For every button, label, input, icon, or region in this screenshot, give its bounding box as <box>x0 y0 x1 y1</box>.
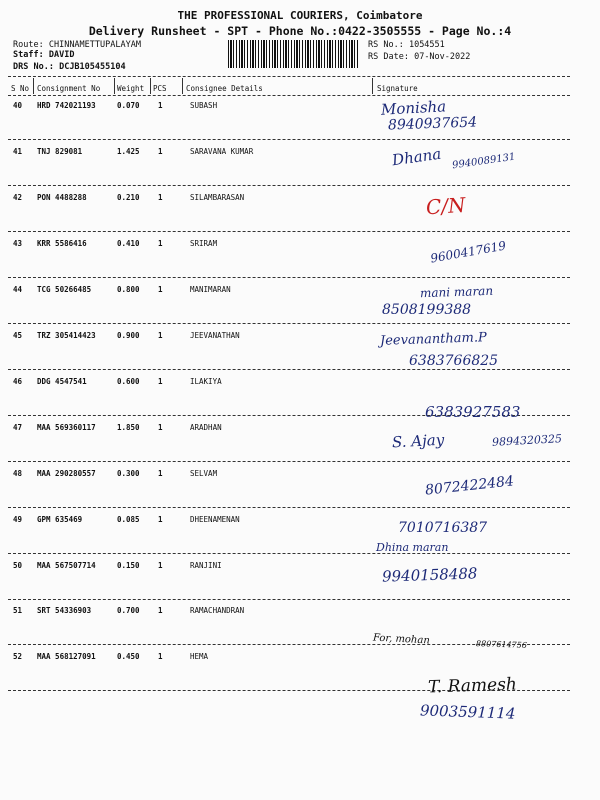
row-pcs: 1 <box>158 285 163 294</box>
column-separator <box>372 78 373 94</box>
row-pcs: 1 <box>158 331 163 340</box>
signature-name: mani maran <box>419 283 494 301</box>
row-pcs: 1 <box>158 606 163 615</box>
signature-phone: 8807614756 <box>475 639 528 650</box>
row-weight: 1.425 <box>117 147 140 156</box>
signature-mark: C/N <box>425 192 467 220</box>
row-consignment: MAA 290280557 <box>37 469 96 478</box>
row-sno: 43 <box>13 239 23 248</box>
signature-name: Jeevanantham.P <box>379 330 487 349</box>
signature-name: Dhana <box>390 144 443 170</box>
row-consignment: MAA 568127091 <box>37 652 96 661</box>
staff-value: DAVID <box>48 50 75 60</box>
row-weight: 0.800 <box>117 285 140 294</box>
row-consignment: MAA 569360117 <box>37 423 96 432</box>
route-value: CHINNAMETTUPALAYAM <box>48 40 141 50</box>
column-header-sno: S No <box>11 84 30 93</box>
row-consignment: PON 4488288 <box>37 193 87 202</box>
row-consignee: SELVAM <box>190 469 218 478</box>
row-sno: 51 <box>13 606 23 615</box>
row-pcs: 1 <box>158 193 163 202</box>
header-bottom-rule <box>8 95 570 96</box>
row-weight: 0.300 <box>117 469 140 478</box>
row-consignment: KRR 5586416 <box>37 239 87 248</box>
column-header-weight: Weight <box>117 84 145 93</box>
row-consignee: JEEVANATHAN <box>190 331 240 340</box>
signature-phone: 9600417619 <box>429 238 507 266</box>
row-consignee: ARADHAN <box>190 423 222 432</box>
row-sno: 52 <box>13 652 23 661</box>
column-header-consignment: Consignment No <box>37 84 101 93</box>
row-separator <box>8 277 570 278</box>
signature-name: S. Ajay <box>391 430 445 452</box>
row-consignee: DHEENAMENAN <box>190 515 240 524</box>
signature-phone: 9940089131 <box>451 151 517 172</box>
row-pcs: 1 <box>158 101 163 110</box>
row-sno: 44 <box>13 285 23 294</box>
row-pcs: 1 <box>158 561 163 570</box>
row-separator <box>8 599 570 600</box>
row-sno: 40 <box>13 101 23 110</box>
column-header-pcs: PCS <box>153 84 167 93</box>
rs-date-field <box>368 52 470 62</box>
staff-field <box>13 50 74 60</box>
signature-phone: 6383766825 <box>409 353 499 369</box>
row-consignee: SILAMBARASAN <box>190 193 245 202</box>
drs-value: DCJB105455104 <box>59 62 126 72</box>
column-separator <box>33 78 34 94</box>
row-consignment: DDG 4547541 <box>37 377 87 386</box>
row-weight: 0.085 <box>117 515 140 524</box>
document-title: THE PROFESSIONAL COURIERS, Coimbatore <box>177 9 423 22</box>
route-label: Route: <box>13 40 44 50</box>
barcode <box>228 40 358 68</box>
row-separator <box>8 461 570 462</box>
rs-no-field <box>368 40 445 50</box>
row-sno: 50 <box>13 561 23 570</box>
column-separator <box>150 78 151 94</box>
row-weight: 0.600 <box>117 377 140 386</box>
rs-date-label: RS Date: <box>368 52 409 62</box>
row-separator <box>8 507 570 508</box>
row-weight: 0.070 <box>117 101 140 110</box>
row-weight: 0.410 <box>117 239 140 248</box>
signature-name: For, mohan <box>372 632 431 647</box>
drs-field <box>13 62 126 72</box>
row-consignee: HEMA <box>190 652 209 661</box>
signature-name: Monisha <box>380 97 447 119</box>
row-weight: 1.850 <box>117 423 140 432</box>
row-consignment: GPM 635469 <box>37 515 83 524</box>
signature-phone: 8940937654 <box>387 114 478 134</box>
row-separator <box>8 231 570 232</box>
row-consignment: TNJ 829081 <box>37 147 83 156</box>
row-sno: 45 <box>13 331 23 340</box>
row-separator <box>8 185 570 186</box>
row-weight: 0.700 <box>117 606 140 615</box>
row-weight: 0.210 <box>117 193 140 202</box>
signature-name: T. Ramesh <box>427 674 518 698</box>
row-separator <box>8 139 570 140</box>
row-pcs: 1 <box>158 423 163 432</box>
row-sno: 41 <box>13 147 23 156</box>
row-consignment: HRD 742021193 <box>37 101 96 110</box>
signature-phone: 9003591114 <box>419 701 516 723</box>
signature-phone: 8508199388 <box>382 302 472 318</box>
column-separator <box>114 78 115 94</box>
row-consignee: RANJINI <box>190 561 222 570</box>
signature-phone: 9894320325 <box>491 432 563 449</box>
row-sno: 48 <box>13 469 23 478</box>
row-weight: 0.450 <box>117 652 140 661</box>
row-pcs: 1 <box>158 147 163 156</box>
row-pcs: 1 <box>158 239 163 248</box>
row-sno: 42 <box>13 193 23 202</box>
row-separator <box>8 369 570 370</box>
row-consignment: TCG 50266485 <box>37 285 92 294</box>
row-separator <box>8 553 570 554</box>
staff-label: Staff: <box>13 50 44 60</box>
row-weight: 0.900 <box>117 331 140 340</box>
column-header-consignee: Consignee Details <box>186 84 263 93</box>
row-consignment: TRZ 305414423 <box>37 331 96 340</box>
row-consignee: SUBASH <box>190 101 218 110</box>
header-top-rule <box>8 76 570 77</box>
row-separator <box>8 323 570 324</box>
row-consignment: SRT 54336903 <box>37 606 92 615</box>
row-pcs: 1 <box>158 377 163 386</box>
route-field <box>13 40 141 50</box>
rs-no-value: 1054551 <box>408 40 445 50</box>
row-consignee: ILAKIYA <box>190 377 222 386</box>
rs-date-value: 07-Nov-2022 <box>414 52 471 62</box>
signature-phone: 6383927583 <box>425 403 521 421</box>
signature-phone: 8072422484 <box>424 473 515 499</box>
row-sno: 46 <box>13 377 23 386</box>
row-consignee: SARAVANA KUMAR <box>190 147 254 156</box>
signature-phone: 9940158488 <box>381 564 478 586</box>
column-header-signature: Signature <box>377 84 418 93</box>
document-subtitle: Delivery Runsheet - SPT - Phone No.:0422-3505555 - Page No.:4 <box>88 24 512 38</box>
row-sno: 49 <box>13 515 23 524</box>
signature-phone: 7010716387 <box>398 520 488 536</box>
signature-name: Dhina maran <box>376 541 449 554</box>
row-consignee: SRIRAM <box>190 239 218 248</box>
row-consignee: MANIMARAN <box>190 285 231 294</box>
row-pcs: 1 <box>158 469 163 478</box>
row-weight: 0.150 <box>117 561 140 570</box>
rs-no-label: RS No.: <box>368 40 404 50</box>
column-separator <box>182 78 183 94</box>
row-pcs: 1 <box>158 515 163 524</box>
row-consignment: MAA 567507714 <box>37 561 96 570</box>
drs-label: DRS No.: <box>13 62 54 72</box>
row-pcs: 1 <box>158 652 163 661</box>
row-sno: 47 <box>13 423 23 432</box>
row-consignee: RAMACHANDRAN <box>190 606 245 615</box>
